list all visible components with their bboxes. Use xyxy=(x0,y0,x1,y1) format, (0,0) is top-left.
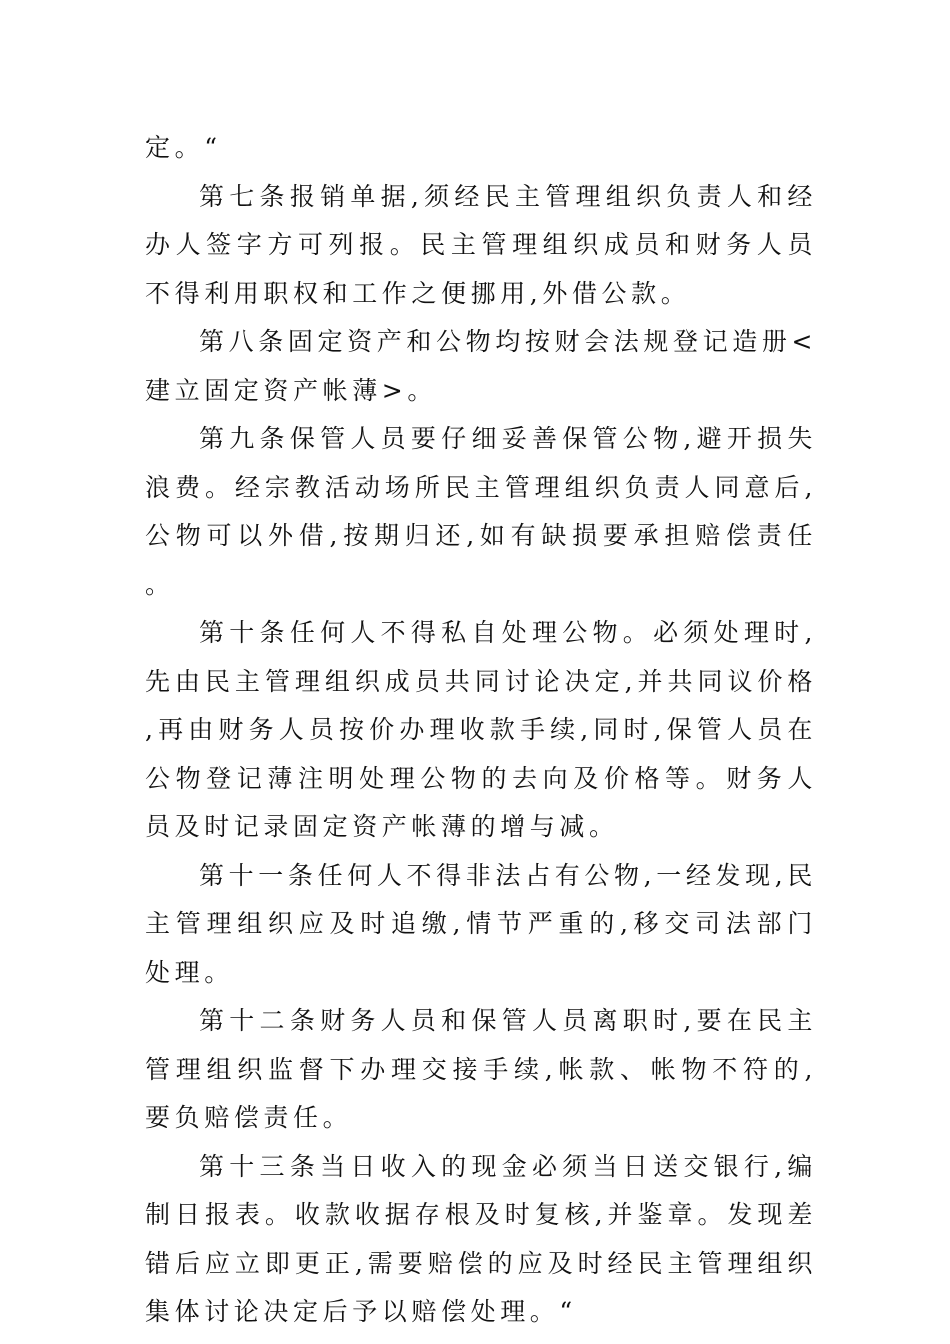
paragraph-continuation: 定。“ xyxy=(145,133,222,162)
document-body xyxy=(145,124,817,1337)
paragraph-article-11: 第十一条任何人不得非法占有公物,一经发现,民主管理组织应及时追缴,情节严重的,移交司法部门处理。 xyxy=(145,860,817,987)
paragraph-article-13: 第十三条当日收入的现金必须当日送交银行,编制日报表。收款收据存根及时复核,并鉴章。发现差错后应立即更正,需要赔偿的应及时经民主管理组织集体讨论决定后予以赔偿处理。“ xyxy=(145,1151,817,1326)
paragraph-article-8: 第八条固定资产和公物均按财会法规登记造册<建立固定资产帐薄>。 xyxy=(145,327,817,405)
paragraph-article-7: 第七条报销单据,须经民主管理组织负责人和经办人签字方可列报。民主管理组织成员和财务人员不得利用职权和工作之便挪用,外借公款。 xyxy=(145,181,817,308)
paragraph-article-9: 第九条保管人员要仔细妥善保管公物,避开损失浪费。经宗教活动场所民主管理组织负责人同意后,公物可以外借,按期归还,如有缺损要承担赔偿责任。 xyxy=(145,424,817,599)
paragraph-article-12: 第十二条财务人员和保管人员离职时,要在民主管理组织监督下办理交接手续,帐款、帐物不符的,要负赔偿责任。 xyxy=(145,1006,817,1132)
paragraph-article-10: 第十条任何人不得私自处理公物。必须处理时,先由民主管理组织成员共同讨论决定,并共同议价格,再由财务人员按价办理收款手续,同时,保管人员在公物登记薄注明处理公物的去向及价格等。财务人员及时记录固定资产帐薄的增与减。 xyxy=(145,618,817,841)
